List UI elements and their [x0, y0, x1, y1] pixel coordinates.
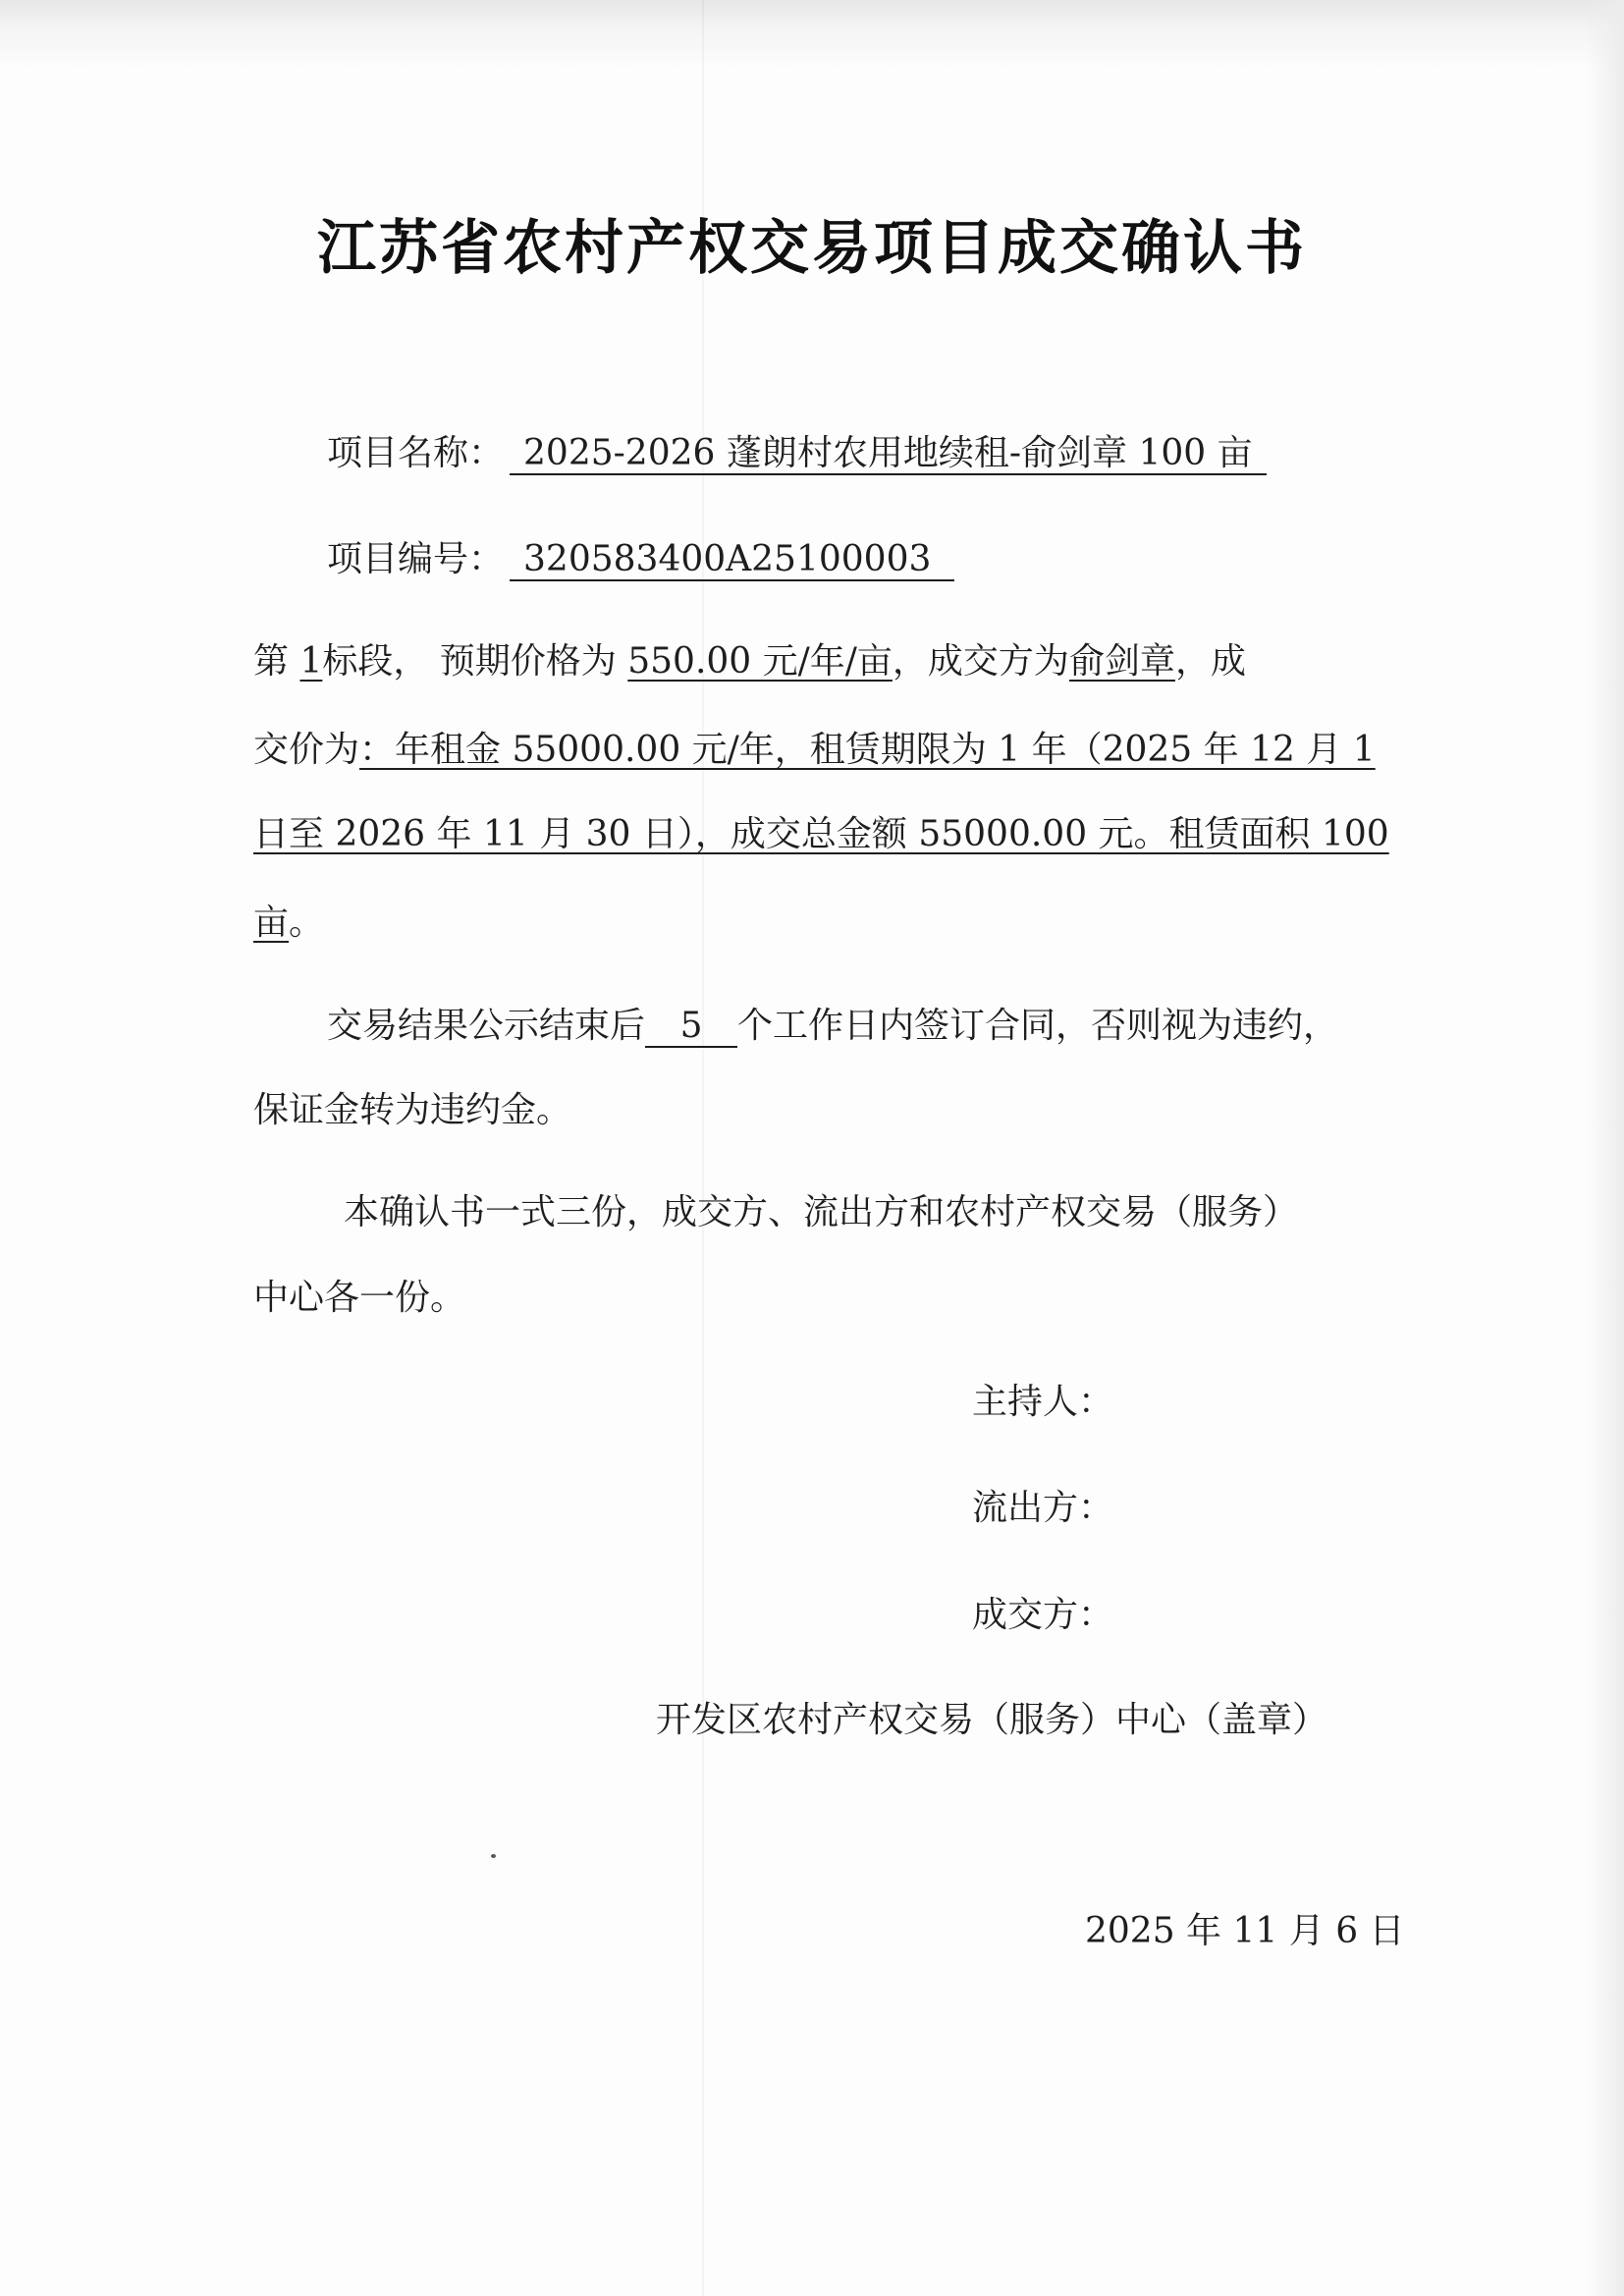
signature-buyer-label: 成交方： — [972, 1595, 1114, 1635]
lot-paragraph-line-1 — [253, 640, 1375, 683]
contract-paragraph-line-1 — [253, 1005, 1375, 1048]
deal-price-terms-3: 亩 — [253, 902, 290, 943]
project-number-value: 320583400A25100003 — [510, 540, 954, 581]
signature-host-label: 主持人： — [972, 1382, 1114, 1422]
project-number-row — [327, 538, 954, 581]
deal-price-label: 交价为 — [253, 730, 360, 770]
buyer-name: 俞剑章 — [1068, 641, 1175, 682]
lot-paragraph-line-4 — [253, 902, 324, 945]
scan-right-shadow — [1585, 0, 1624, 2296]
lot-line-1-text — [253, 640, 1246, 683]
workdays-value: 5 — [645, 1007, 737, 1048]
contract-prefix: 交易结果公示结束后 — [327, 1006, 646, 1046]
project-name-label: 项目名称： — [327, 433, 505, 473]
lot-paragraph-line-2 — [253, 729, 1376, 772]
signature-center-label: 开发区农村产权交易（服务）中心（盖章） — [656, 1700, 1328, 1740]
lot-number: 1 — [299, 641, 323, 682]
copies-paragraph-line-1: 本确认书一式三份，成交方、流出方和农村产权交易（服务） — [344, 1192, 1299, 1232]
project-name-value: 2025-2026 蓬朗村农用地续租-俞剑章 100 亩 — [510, 434, 1267, 475]
deal-price-terms-2: 日至 2026 年 11 月 30 日），成交总金额 55000.00 元。租赁面积 100 — [253, 814, 1389, 854]
lot-paragraph-line-3 — [253, 813, 1389, 856]
lot-line-1-end: ，成 — [1174, 641, 1246, 682]
lot-prefix: 第 — [253, 641, 300, 682]
buyer-label: ，成交方为 — [892, 641, 1069, 682]
scan-top-shadow — [0, 0, 1624, 69]
project-number-label: 项目编号： — [327, 539, 505, 579]
scan-fold-line — [702, 0, 704, 2296]
contract-paragraph-line-2: 保证金转为违约金。 — [253, 1090, 572, 1130]
signature-transferor-label: 流出方： — [972, 1488, 1114, 1528]
document-title: 江苏省农村产权交易项目成交确认书 — [317, 214, 1307, 283]
copies-paragraph-line-2: 中心各一份。 — [253, 1278, 466, 1318]
lot-paragraph-end: 。 — [289, 902, 325, 943]
scan-speck — [491, 1854, 496, 1858]
document-date: 2025 年 11 月 6 日 — [1085, 1911, 1405, 1951]
expected-price-label: 标段， 预期价格为 — [322, 641, 628, 682]
project-name-row — [327, 432, 1267, 475]
contract-line-1-text — [253, 1005, 1338, 1048]
contract-suffix: 个工作日内签订合同，否则视为违约， — [737, 1006, 1339, 1046]
expected-price-value: 550.00 元/年/亩 — [627, 641, 893, 682]
deal-price-terms-1: ：年租金 55000.00 元/年，租赁期限为 1 年（2025 年 12 月 1 — [359, 730, 1376, 770]
